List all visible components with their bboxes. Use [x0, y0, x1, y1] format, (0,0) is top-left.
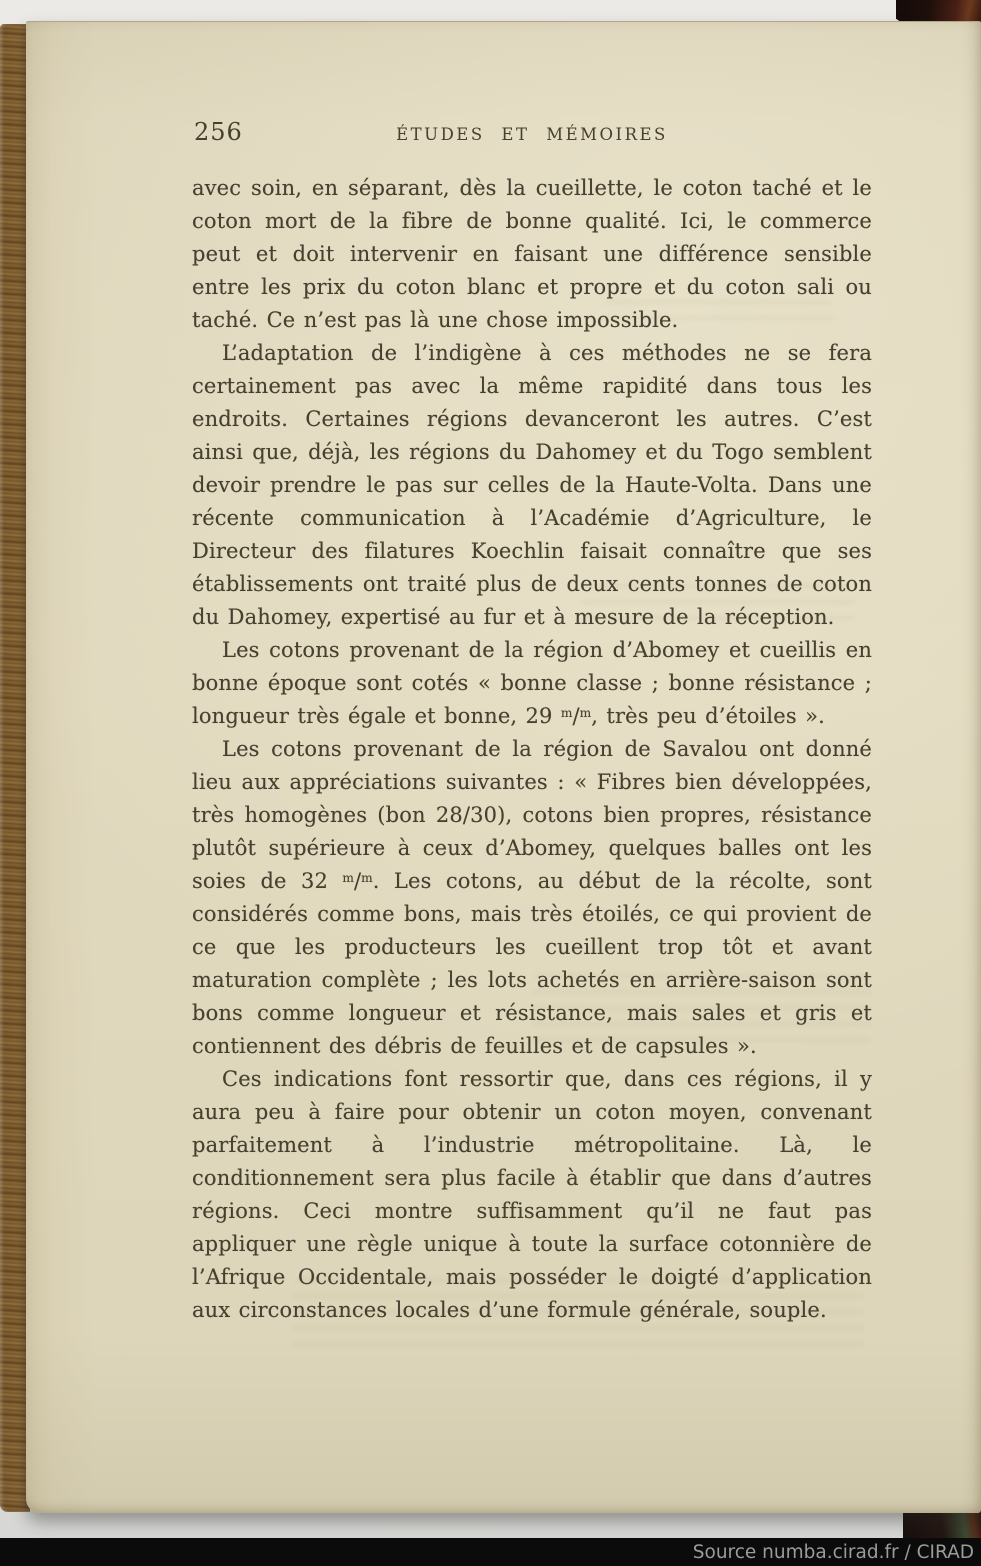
text-run: . Les cotons, au début de la récolte, sont considérés comme bons, mais très étoilés, ce qui provient de ce que les producteurs les cueillent trop tôt et avant maturation complète ; les lots achetés en arrière-saison sont bons comme longueur et résistance, mais sales et gris et contiennent des débris de feuilles et de capsules ». [192, 869, 872, 1058]
text-run: Les cotons provenant de la région d’Abomey et cueillis en bonne époque sont cotés « bonne classe ; bonne résistance ; longueur très égale et bonne, 29 [192, 638, 872, 728]
paragraph [192, 337, 872, 634]
page-header [192, 118, 872, 152]
text-run: / [572, 704, 580, 728]
text-run: L’adaptation de l’indigène à ces méthodes ne se fera certainement pas avec la même rapidité dans tous les endroits. Certaines régions devanceront les autres. C’est ainsi que, déjà, les régions du Dahomey et du Togo semblent devoir prendre le pas sur celles de la Haute-Volta. Dans une récente communication à l’Académie d’Agriculture, le Directeur des filatures Koechlin faisait connaître que ses établissements ont traité plus de deux cents tonnes de coton du Dahomey, expertisé au fur et à mesure de la réception. [192, 341, 872, 629]
superscript-unit: m [342, 870, 354, 885]
source-attribution-bar [0, 1538, 981, 1566]
text-run: / [353, 869, 362, 893]
superscript-unit: m [361, 870, 373, 885]
page-number: 256 [194, 118, 243, 146]
running-title: ÉTUDES ET MÉMOIRES [396, 125, 668, 144]
page-text [192, 172, 872, 1327]
superscript-unit: m [560, 705, 573, 720]
text-run: Les cotons provenant de la région de Savalou ont donné lieu aux appréciations suivantes : « Fibres bien développées, très homogènes (bon 28/30), cotons bien propres, résistance plutôt supérieure à ceux d’Abomey, quelques balles ont les soies de 32 [192, 737, 872, 893]
paragraph [192, 634, 872, 733]
text-run: , très peu d’étoiles ». [591, 704, 825, 728]
source-attribution-text: Source numba.cirad.fr / CIRAD [692, 1541, 974, 1563]
text-run: Ces indications font ressortir que, dans ces régions, il y aura peu à faire pour obtenir un coton moyen, convenant parfaitement à l’industrie métropolitaine. Là, le conditionnement sera plus facile à établir que dans d’autres régions. Ceci montre suffisamment qu’il ne faut pas appliquer une règle unique à toute la surface cotonnière de l’Afrique Occidentale, mais posséder le doigté d’application aux circonstances locales d’une formule générale, souple. [192, 1067, 872, 1322]
paragraph [192, 172, 872, 337]
paragraph [192, 1063, 872, 1327]
book-page [26, 21, 981, 1513]
paragraph [192, 733, 872, 1063]
text-run: avec soin, en séparant, dès la cueillette, le coton taché et le coton mort de la fibre de bonne qualité. Ici, le commerce peut et doit intervenir en faisant une différence sensible entre les prix du coton blanc et propre et du coton sali ou taché. Ce n’est pas là une chose impossible. [192, 176, 872, 332]
superscript-unit: m [579, 705, 592, 720]
